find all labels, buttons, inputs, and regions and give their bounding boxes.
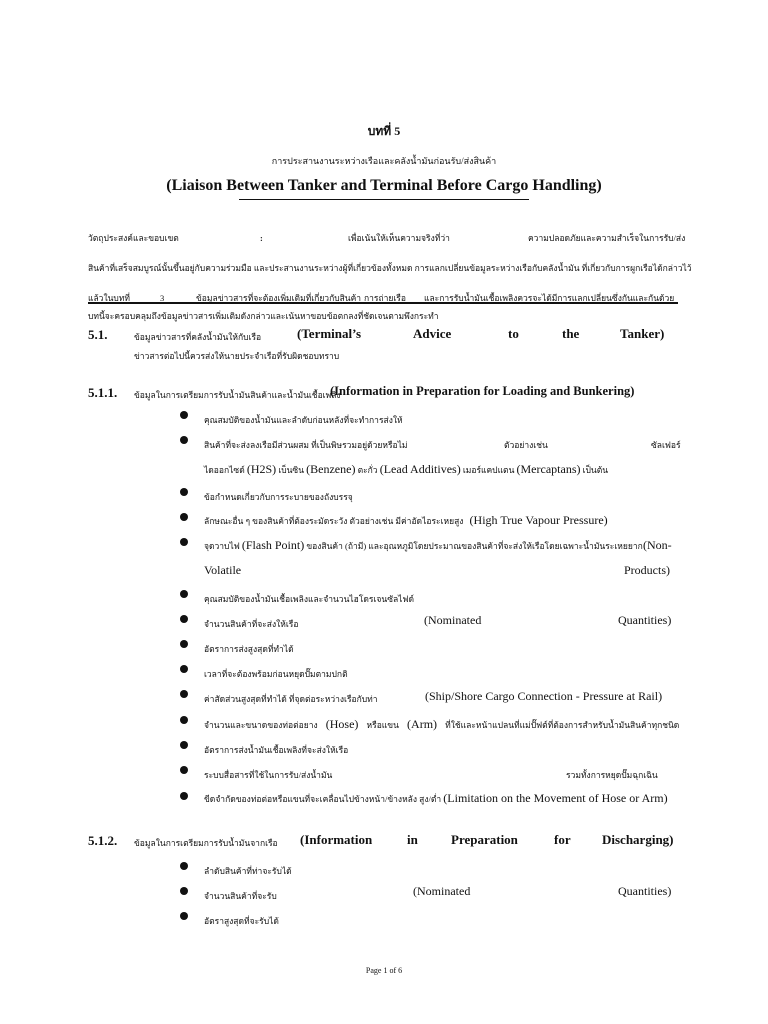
- section-5-1-subtext: ข่าวสารต่อไปนี้ควรส่งให้นายประจำเรือที่รับผิดชอบทราบ: [134, 351, 340, 361]
- page-footer: Page 1 of 6: [365, 966, 403, 975]
- list-item-example: ตัวอย่างเช่น: [504, 440, 548, 450]
- list-item-sulfur: ซัลเฟอร์: [651, 440, 681, 450]
- bullet-icon: [180, 716, 188, 724]
- text-other-properties: ลักษณะอื่น ๆ ของสินค้าที่ต้องระมัดระวัง ตัวอย่างเช่น มีค่าอัดไอระเหยสูง: [204, 516, 464, 526]
- section-5-1-thai: ข้อมูลข่าวสารที่คลังน้ำมันให้กับเรือ: [134, 332, 262, 342]
- thai-title: การประสานงานระหว่างเรือและคลังน้ำมันก่อนรับ/ส่งสินค้า: [271, 156, 497, 166]
- list-item-cont: [204, 563, 241, 578]
- list-item-cont: [204, 462, 608, 477]
- section-5-1-1-eng: (Information in Preparation for Loading and Bunkering): [330, 384, 635, 398]
- section-5-1-2-eng-5: Discharging): [602, 832, 674, 847]
- bullet-icon: [180, 690, 188, 698]
- text-hose-thai: จำนวนและขนาดของท่อต่อยาง: [204, 720, 318, 730]
- objective-colon: :: [260, 233, 263, 243]
- objective-line-3-b: 3: [160, 293, 165, 303]
- bullet-icon: [180, 436, 188, 444]
- text-non: (Non-: [643, 538, 672, 552]
- text-benzene-thai: เบ็นซิน: [278, 465, 305, 475]
- objective-line-3-d: การถ่ายเรือ: [364, 293, 406, 303]
- section-5-1-1-number: 5.1.1.: [88, 385, 118, 400]
- text-lead-additives: (Lead Additives): [379, 462, 461, 476]
- text-lead-thai: ตะกั่ว: [357, 465, 378, 475]
- list-item: อัตราการส่งน้ำมันเชื้อเพลิงที่จะส่งให้เรือ: [204, 745, 349, 755]
- text-hose: (Hose): [325, 717, 359, 731]
- bullet-icon: [180, 665, 188, 673]
- bullet-icon: [180, 488, 188, 496]
- section-5-1-number: 5.1.: [88, 327, 108, 342]
- bullet-icon: [180, 887, 188, 895]
- list-item: จำนวนสินค้าที่จะส่งให้เรือ: [204, 619, 299, 629]
- list-item: [204, 791, 668, 806]
- text-etc: เป็นต้น: [582, 465, 609, 475]
- text-dioxide: ไดออกไซด์: [204, 465, 245, 475]
- bullet-icon: [180, 590, 188, 598]
- list-item: เวลาที่จะต้องพร้อมก่อนหยุดปั๊มตามปกติ: [204, 669, 348, 679]
- text-benzene: (Benzene): [306, 462, 356, 476]
- section-5-1-eng-4: the: [562, 326, 580, 341]
- bullet-icon: [180, 411, 188, 419]
- text-temperature: ของสินค้า (ถ้ามี) และอุณหภูมิโดยประมาณของสินค้าที่จะส่งให้เรือโดยเฉพาะน้ำมันระเหยยาก: [306, 541, 643, 551]
- objective-line-3-e: และการรับน้ำมันเชื้อเพลิงควรจะได้มีการแลกเปลี่ยนซึ่งกันและกันด้วย: [424, 293, 675, 303]
- list-item: ลำดับสินค้าที่ท่าจะรับได้: [204, 866, 292, 876]
- objective-text-a: เพื่อเน้นให้เห็นความจริงที่ว่า: [348, 233, 450, 243]
- objective-text-b: ความปลอดภัยและความสำเร็จในการรับ/ส่ง: [528, 233, 686, 243]
- list-item: อัตราการส่งสูงสุดที่ทำได้: [204, 644, 294, 654]
- section-5-1-eng-2: Advice: [413, 326, 452, 341]
- text-arm: (Arm): [407, 717, 438, 731]
- list-item: [204, 717, 679, 732]
- objective-label: วัตถุประสงค์และขอบเขต: [88, 233, 179, 243]
- text-volatile: Volatile: [204, 563, 242, 577]
- list-item: คุณสมบัติของน้ำมันและลำดับก่อนหลังที่จะทำการส่งให้: [204, 415, 403, 425]
- text-hose-limit: (Limitation on the Movement of Hose or Arm): [443, 791, 668, 805]
- text-vapour-pressure: (High True Vapour Pressure): [469, 513, 608, 527]
- bullet-icon: [180, 741, 188, 749]
- text-emergency-stop: รวมทั้งการหยุดปั๊มฉุกเฉิน: [566, 770, 658, 780]
- text-ship-shore: (Ship/Shore Cargo Connection - Pressure at Rail): [425, 689, 663, 703]
- section-5-1-eng-1: (Terminal’s: [297, 326, 362, 341]
- title-underline: [239, 199, 529, 200]
- bullet-icon: [180, 792, 188, 800]
- section-5-1-2-eng-2: in: [407, 832, 418, 847]
- bullet-icon: [180, 912, 188, 920]
- objective-line-3-c: ข้อมูลข่าวสารที่จะต้องเพิ่มเติมที่เกี่ยวกับสินค้า: [196, 293, 362, 303]
- bullet-icon: [180, 538, 188, 546]
- bullet-icon: [180, 513, 188, 521]
- objective-paragraph: [88, 223, 692, 323]
- chapter-heading: บทที่ 5: [367, 124, 401, 138]
- list-item: ระบบสื่อสารที่ใช้ในการรับ/ส่งน้ำมัน: [204, 770, 333, 780]
- bullet-icon: [180, 615, 188, 623]
- text-quantities: Quantities): [618, 884, 672, 898]
- section-5-1-2-thai: ข้อมูลในการเตรียมการรับน้ำมันจากเรือ: [134, 838, 278, 848]
- text-flash-point: (Flash Point): [241, 538, 305, 552]
- section-divider: [88, 302, 678, 304]
- text-h2s: (H2S): [246, 462, 277, 476]
- objective-line-4-text: บทนี้จะครอบคลุมถึงข้อมูลข่าวสารเพิ่มเติมดังกล่าวและเน้นหาขอบข้อตกลงที่ชัดเจนตามพึงกระทำ: [88, 311, 439, 321]
- section-5-1-1-thai: ข้อมูลในการเตรียมการรับน้ำมันสินค้าและน้ำมันเชื้อเพลิง: [134, 390, 341, 400]
- bullet-icon: [180, 640, 188, 648]
- section-5-1-eng-3: to: [508, 326, 519, 341]
- bullet-icon: [180, 862, 188, 870]
- text-flange: ที่ใช้และหน้าแปลนที่แม่ปั๊ฟต์ที่ต้องการสำหรับน้ำมันสินค้าทุกชนิด: [445, 720, 680, 730]
- text-flash-point-thai: จุดวาบไฟ: [204, 541, 240, 551]
- list-item: สินค้าที่จะส่งลงเรือมีส่วนผสม ที่เป็นพิษรวมอยู่ด้วยหรือไม่: [204, 440, 408, 450]
- objective-line-4: [88, 309, 678, 323]
- list-item: ค่าสัดส่วนสูงสุดที่ทำได้ ที่จุดต่อระหว่างเรือกับท่า: [204, 694, 378, 704]
- section-5-1-2-eng-3: Preparation: [451, 832, 518, 847]
- list-item: [204, 538, 643, 553]
- list-item: [204, 513, 608, 528]
- text-nominated: (Nominated: [424, 613, 482, 627]
- text-nominated: (Nominated: [413, 884, 471, 898]
- objective-line-3-a: แล้วในบทที่: [88, 293, 131, 303]
- list-item: จำนวนสินค้าที่จะรับ: [204, 891, 277, 901]
- text-products: Products): [624, 563, 670, 577]
- objective-line-1: [88, 223, 686, 253]
- text-quantities: Quantities): [618, 613, 672, 627]
- text-mercaptans: (Mercaptans): [516, 462, 581, 476]
- text-mercaptan-thai: เมอร์แคปแตน: [462, 465, 515, 475]
- section-5-1-2-number: 5.1.2.: [88, 833, 118, 848]
- bullet-icon: [180, 766, 188, 774]
- list-item: อัตราสูงสุดที่จะรับได้: [204, 916, 279, 926]
- objective-line-2-text: สินค้าที่เสร็จสมบูรณ์นั้นขึ้นอยู่กับความร่วมมือ และประสานงานระหว่างผู้ที่เกี่ยวข้องทั้งหมด การแลกเปลี่ยนข้อมูลระหว่างเรือกับคลังน้ำมัน ที่เกี่ยวกับการผูกเรือได้กล่าวไว้: [88, 263, 692, 273]
- objective-line-2: [88, 253, 692, 283]
- list-item: คุณสมบัติของน้ำมันเชื้อเพลิงและจำนวนไฮโดรเจนซัลไฟด์: [204, 594, 414, 604]
- section-5-1-2-eng-4: for: [554, 832, 571, 847]
- section-5-1-2-eng-1: (Information: [300, 832, 373, 847]
- section-5-1-eng-5: Tanker): [620, 326, 665, 341]
- main-title: (Liaison Between Tanker and Terminal Before Cargo Handling): [166, 177, 602, 194]
- text-hose-limit-thai: ขีดจำกัดของท่อต่อหรือแขนที่จะเคลื่อนไปข้างหน้า/ข้างหลัง สูง/ต่ำ: [204, 794, 442, 804]
- list-item: ข้อกำหนดเกี่ยวกับการระบายของถังบรรจุ: [204, 492, 353, 502]
- text-arm-thai: หรือแขน: [366, 720, 399, 730]
